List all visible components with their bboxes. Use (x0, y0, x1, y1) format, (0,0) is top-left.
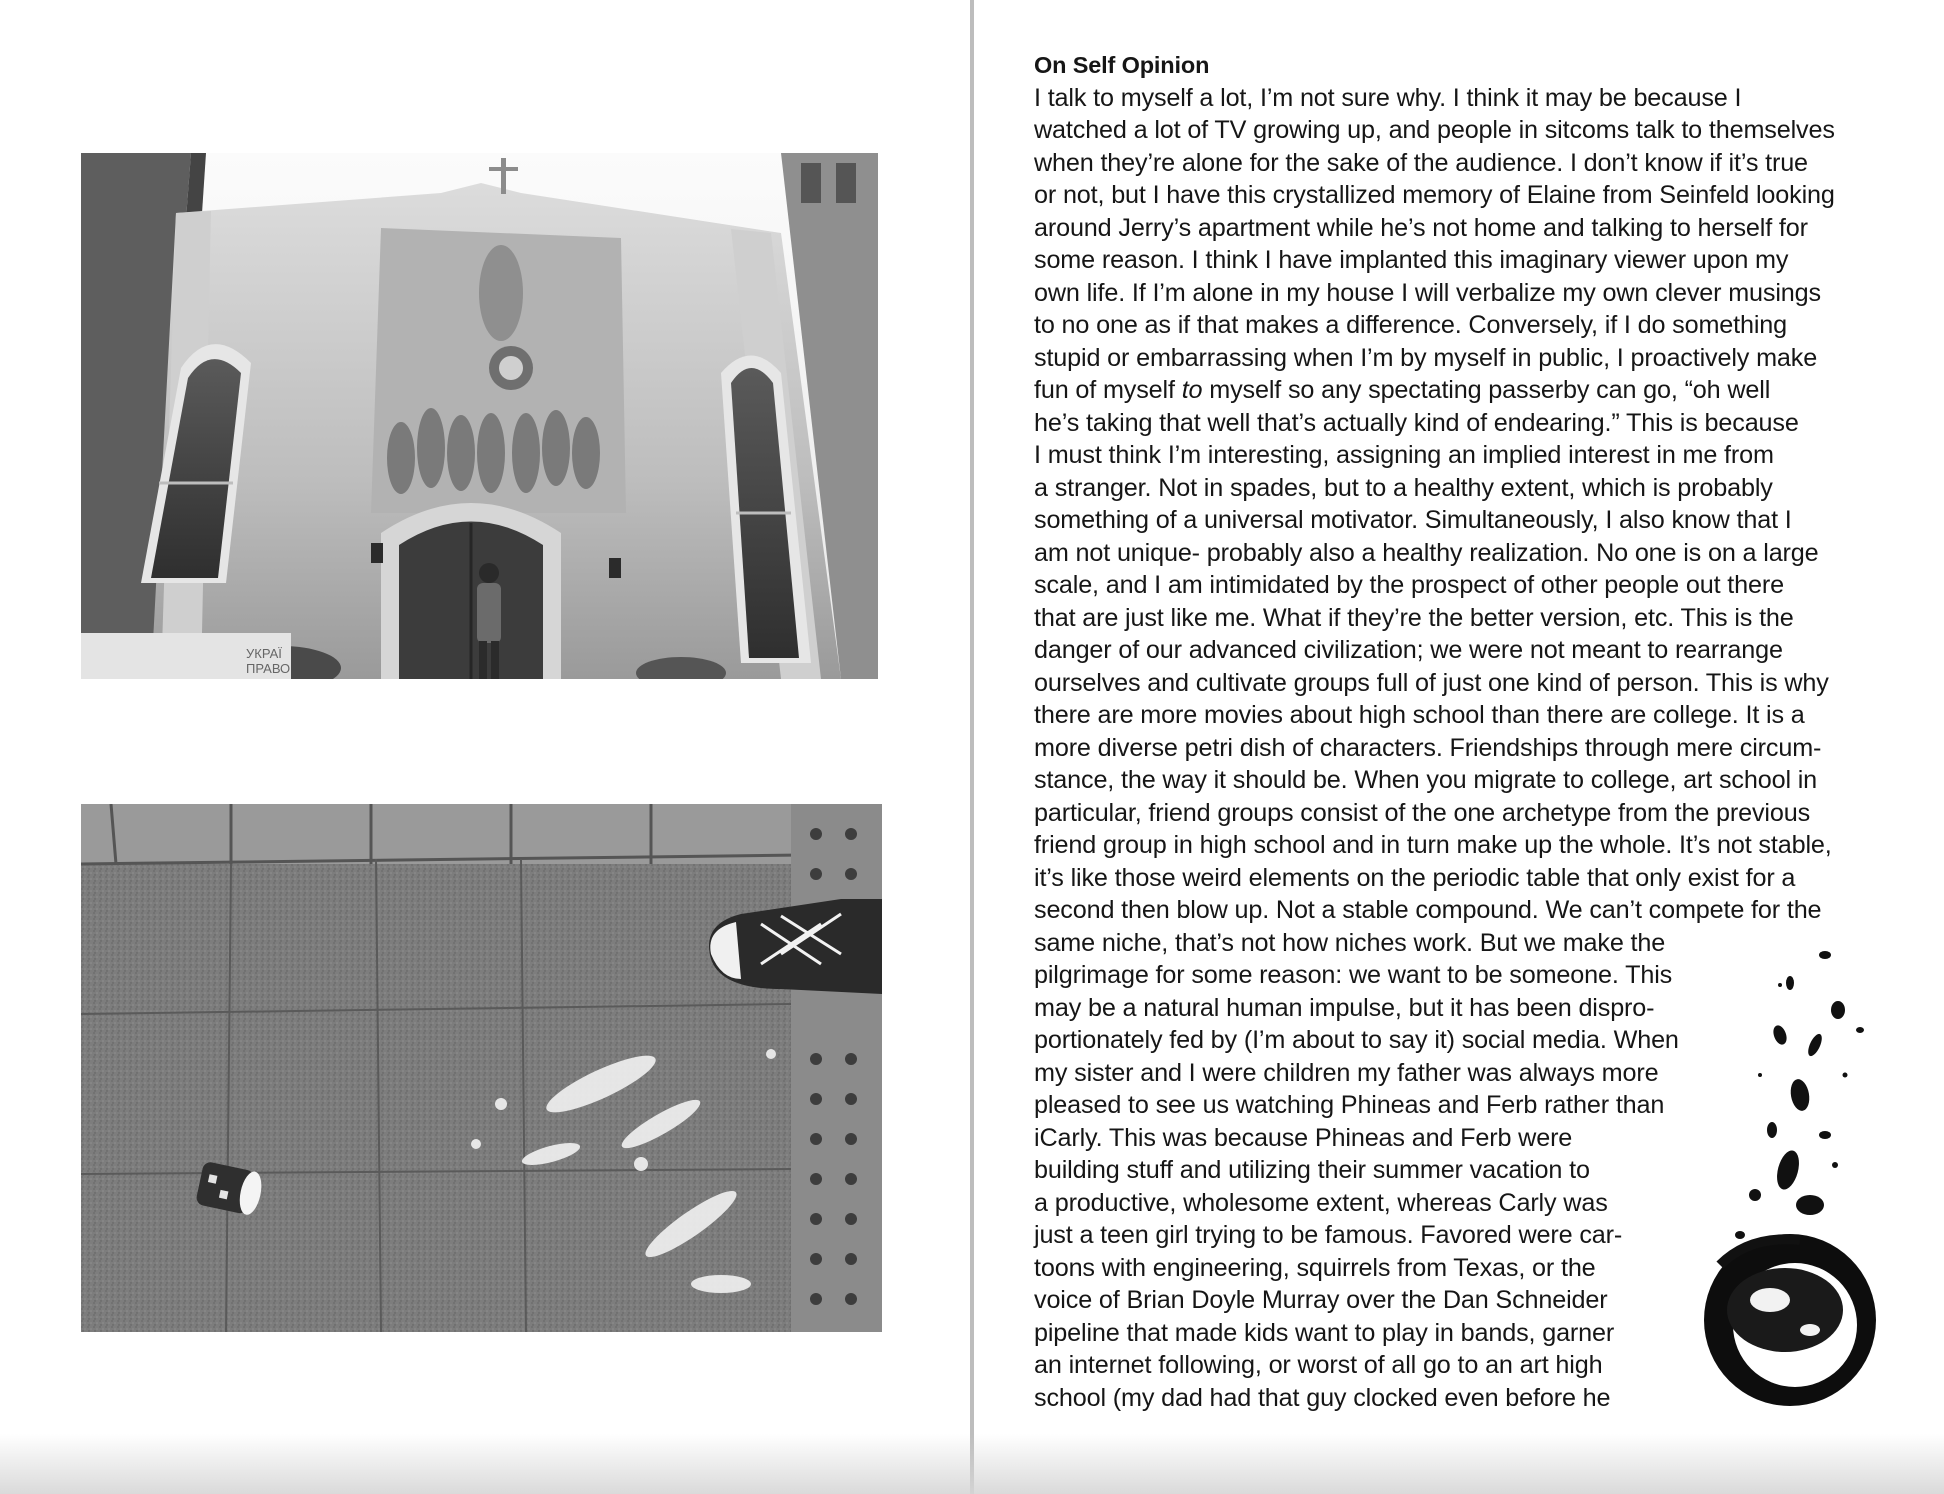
essay-line: around Jerry’s apartment while he’s not home and talking to herself for (1034, 213, 1808, 242)
essay-line: iCarly. This was because Phineas and Ferb were (1034, 1123, 1573, 1152)
church-sign-text-1: УКРАЇ (246, 646, 282, 661)
essay-line: toons with engineering, squirrels from Texas, or the (1034, 1253, 1596, 1282)
essay-line: second then blow up. Not a stable compound. We can’t compete for the (1034, 896, 1822, 924)
essay-line: when they’re alone for the sake of the audience. I don’t know if it’s true (1034, 148, 1808, 177)
essay-line: school (my dad had that guy clocked even before he (1034, 1383, 1611, 1412)
essay-line: pipeline that made kids want to play in bands, garner (1034, 1318, 1615, 1347)
essay-line: portionately fed by (I’m about to say it) social media. When (1034, 1026, 1679, 1054)
essay-line: stupid or embarrassing when I’m by myself in public, I proactively make (1034, 343, 1818, 372)
essay-line: building stuff and utilizing their summer vacation to (1034, 1156, 1590, 1184)
church-facade-photo (81, 153, 878, 679)
page-gutter (970, 0, 974, 1494)
essay-line: watched a lot of TV growing up, and people in sitcoms talk to themselves (1034, 116, 1835, 144)
essay-line (1034, 374, 1894, 407)
page-bottom-shadow (0, 1434, 1944, 1494)
church-facade-illustration (81, 153, 878, 679)
essay-title: On Self Opinion (1034, 52, 1210, 78)
essay-line: pilgrimage for some reason: we want to be someone. This (1034, 961, 1673, 989)
essay-line: particular, friend groups consist of the one archetype from the previous (1034, 798, 1811, 827)
essay-line: to no one as if that makes a difference. Conversely, if I do something (1034, 311, 1788, 339)
essay-line: just a teen girl trying to be famous. Favored were car- (1034, 1221, 1623, 1249)
church-sign-text-2: ПРАВО (246, 661, 291, 676)
essay-line: an internet following, or worst of all go to an art high (1034, 1351, 1603, 1379)
essay-line: danger of our advanced civilization; we were not meant to rearrange (1034, 636, 1783, 664)
sidewalk-sneaker-photo (81, 804, 882, 1332)
ink-splatter-cup-illustration (1660, 935, 1900, 1415)
essay-line: friend group in high school and in turn make up the whole. It’s not stable, (1034, 831, 1832, 859)
essay-line: voice of Brian Doyle Murray over the Dan Schneider (1034, 1286, 1608, 1314)
essay-line: he’s taking that well that’s actually kind of endearing.” This is because (1034, 408, 1799, 437)
essay-line-segment: fun of myself (1034, 376, 1182, 404)
essay-line: I talk to myself a lot, I’m not sure why. I think it may be because I (1034, 83, 1742, 112)
essay-line: stance, the way it should be. When you migrate to college, art school in (1034, 766, 1818, 794)
essay-line: there are more movies about high school than there are college. It is a (1034, 701, 1805, 729)
essay-line: some reason. I think I have implanted this imaginary viewer upon my (1034, 246, 1789, 274)
essay-line: I must think I’m interesting, assigning an implied interest in me from (1034, 441, 1774, 469)
essay-line: may be a natural human impulse, but it has been dispro- (1034, 993, 1655, 1022)
essay-line: something of a universal motivator. Simultaneously, I also know that I (1034, 506, 1792, 534)
essay-line: own life. If I’m alone in my house I will verbalize my own clever musings (1034, 278, 1821, 307)
essay-line: a stranger. Not in spades, but to a healthy extent, which is probably (1034, 473, 1773, 502)
sidewalk-illustration (81, 804, 882, 1332)
essay-line: ourselves and cultivate groups full of just one kind of person. This is why (1034, 668, 1829, 697)
essay-line: same niche, that’s not how niches work. But we make the (1034, 928, 1666, 957)
essay-line: am not unique- probably also a healthy realization. No one is on a large (1034, 538, 1819, 567)
essay-line: or not, but I have this crystallized memory of Elaine from Seinfeld looking (1034, 181, 1835, 209)
essay-line-emphasis: to (1181, 376, 1203, 404)
essay-line: it’s like those weird elements on the periodic table that only exist for a (1034, 863, 1796, 892)
essay-line: pleased to see us watching Phineas and Ferb rather than (1034, 1091, 1665, 1119)
essay-line: scale, and I am intimidated by the prospect of other people out there (1034, 571, 1784, 599)
essay-line: my sister and I were children my father was always more (1034, 1058, 1659, 1087)
essay-line-segment: myself so any spectating passerby can go, “oh well (1202, 376, 1771, 404)
essay-line: that are just like me. What if they’re the better version, etc. This is the (1034, 603, 1794, 632)
essay-line: a productive, wholesome extent, whereas Carly was (1034, 1188, 1608, 1217)
essay-line: more diverse petri dish of characters. Friendships through mere circum- (1034, 733, 1822, 762)
